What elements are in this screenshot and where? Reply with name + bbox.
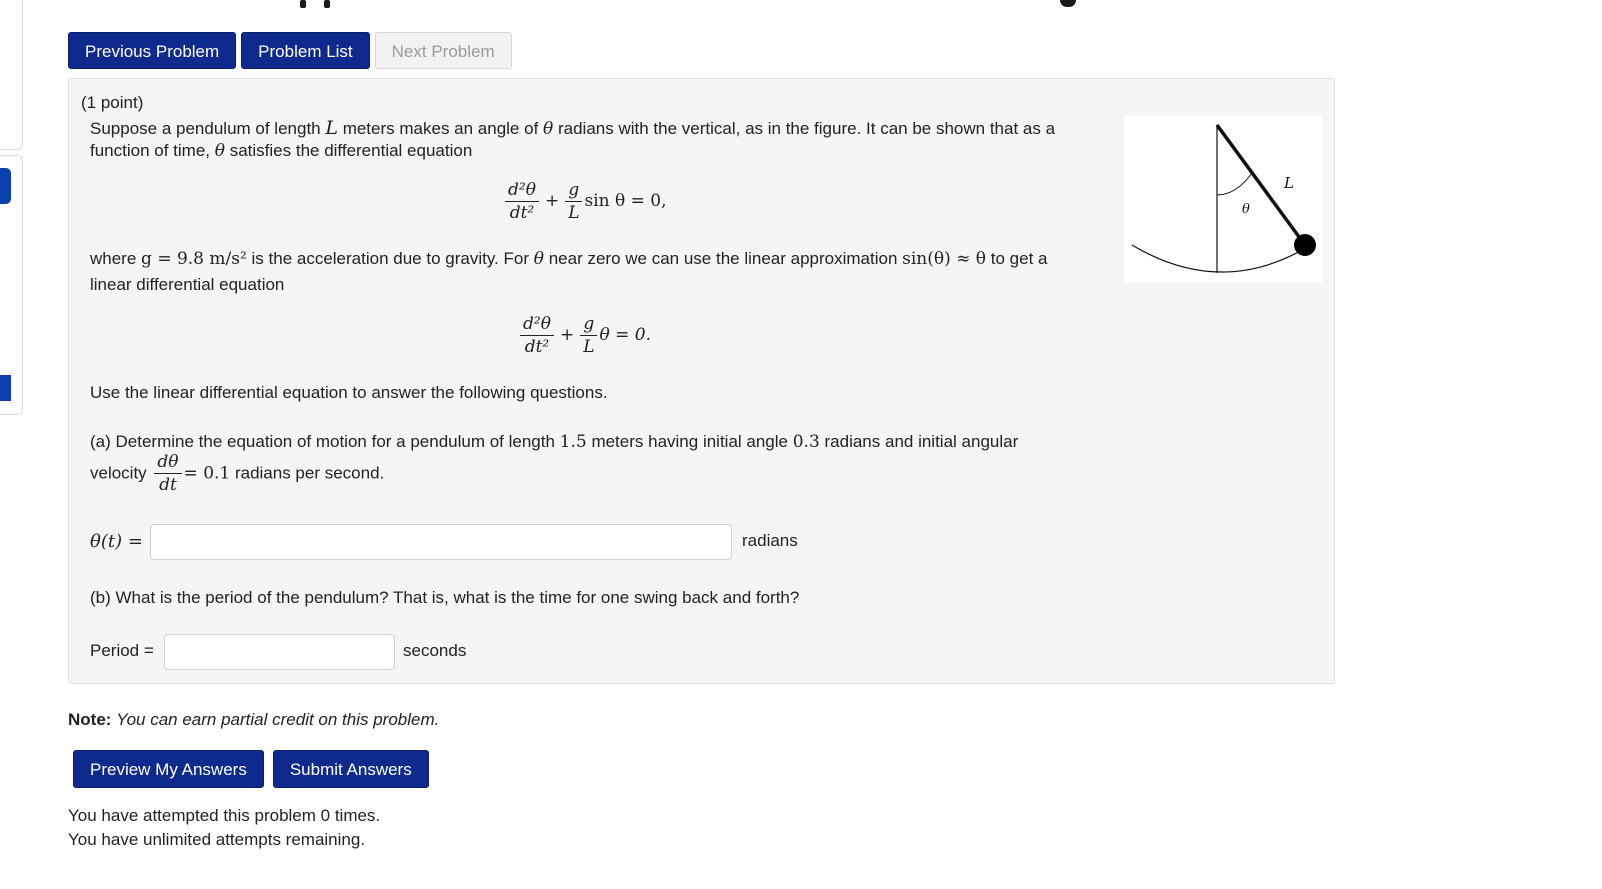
attempt-status bbox=[68, 804, 380, 852]
problem-intro-line2: function of time, θ satisfies the differential equation bbox=[90, 141, 473, 161]
previous-problem-button[interactable]: Previous Problem bbox=[68, 32, 236, 69]
pendulum-figure bbox=[1124, 115, 1322, 283]
pendulum-bob bbox=[1294, 234, 1316, 256]
problem-nav bbox=[68, 32, 512, 69]
attempts-count: You have attempted this problem 0 times. bbox=[68, 806, 381, 825]
problem-panel bbox=[68, 78, 1335, 684]
submit-answers-button[interactable]: Submit Answers bbox=[273, 750, 429, 788]
problem-intro-line1: Suppose a pendulum of length L meters makes an angle of θ radians with the vertical, as in the figure. It can be shown that as a bbox=[90, 117, 1056, 139]
theta-answer-input[interactable] bbox=[150, 524, 732, 560]
part-a-question-line2: velocity $\frac{d\theta}{dt}$ = 0.1 radians per second. bbox=[90, 452, 385, 495]
problem-list-button[interactable]: Problem List bbox=[241, 32, 369, 69]
angle-arc bbox=[1217, 173, 1252, 195]
where-line2: linear differential equation bbox=[90, 275, 285, 294]
theta-answer-label: θ(t) = bbox=[90, 531, 143, 552]
use-instructions: Use the linear differential equation to answer the following questions. bbox=[90, 383, 608, 402]
part-b-question: (b) What is the period of the pendulum? That is, what is the time for one swing back and forth? bbox=[90, 588, 800, 607]
answer-actions bbox=[73, 750, 429, 788]
figure-label-L: L bbox=[1284, 174, 1294, 192]
period-unit: seconds bbox=[403, 641, 467, 660]
figure-label-theta: θ bbox=[1242, 202, 1250, 217]
math-theta: θ bbox=[543, 119, 554, 139]
period-answer-input[interactable] bbox=[164, 634, 395, 670]
theta-unit: radians bbox=[742, 531, 798, 550]
next-problem-button: Next Problem bbox=[375, 32, 512, 69]
pendulum-length: 1.5 bbox=[559, 432, 587, 452]
side-tab-marker[interactable] bbox=[0, 168, 11, 204]
period-label: Period = bbox=[90, 641, 154, 660]
partial-credit-note: Note: You can earn partial credit on this problem. bbox=[68, 710, 440, 729]
nonlinear-equation: $\frac{\text{d²θ}}{\text{dt²}}$ + $\frac{g}{L}$ sin θ = 0, bbox=[503, 180, 667, 223]
linear-approximation: sin(θ) ≈ θ bbox=[902, 249, 987, 269]
gravity-value: g = 9.8 m/s² bbox=[141, 249, 247, 269]
where-line1: where g = 9.8 m/s² is the acceleration due to gravity. For θ near zero we can use the linear approximation sin(θ) ≈ θ to get a bbox=[90, 249, 1048, 269]
pendulum-diagram bbox=[1124, 115, 1322, 283]
side-tab-marker-2[interactable] bbox=[0, 375, 11, 401]
side-panel-top bbox=[0, 0, 23, 150]
math-L: L bbox=[325, 117, 338, 139]
page-title-clipped bbox=[300, 0, 1080, 8]
initial-angle: 0.3 bbox=[792, 432, 820, 452]
preview-answers-button[interactable]: Preview My Answers bbox=[73, 750, 264, 788]
linear-equation: $\frac{\text{d²θ}}{\text{dt²}}$ + $\frac{g}{L}$ θ = 0. bbox=[518, 314, 651, 357]
problem-points: (1 point) bbox=[81, 93, 144, 112]
attempts-remaining: You have unlimited attempts remaining. bbox=[68, 830, 366, 849]
initial-velocity: = 0.1 bbox=[183, 463, 231, 484]
swing-arc bbox=[1132, 245, 1304, 272]
part-a-question-line1: (a) Determine the equation of motion for a pendulum of length 1.5 meters having initial angle 0.3 radians and initial angular bbox=[90, 432, 1019, 452]
